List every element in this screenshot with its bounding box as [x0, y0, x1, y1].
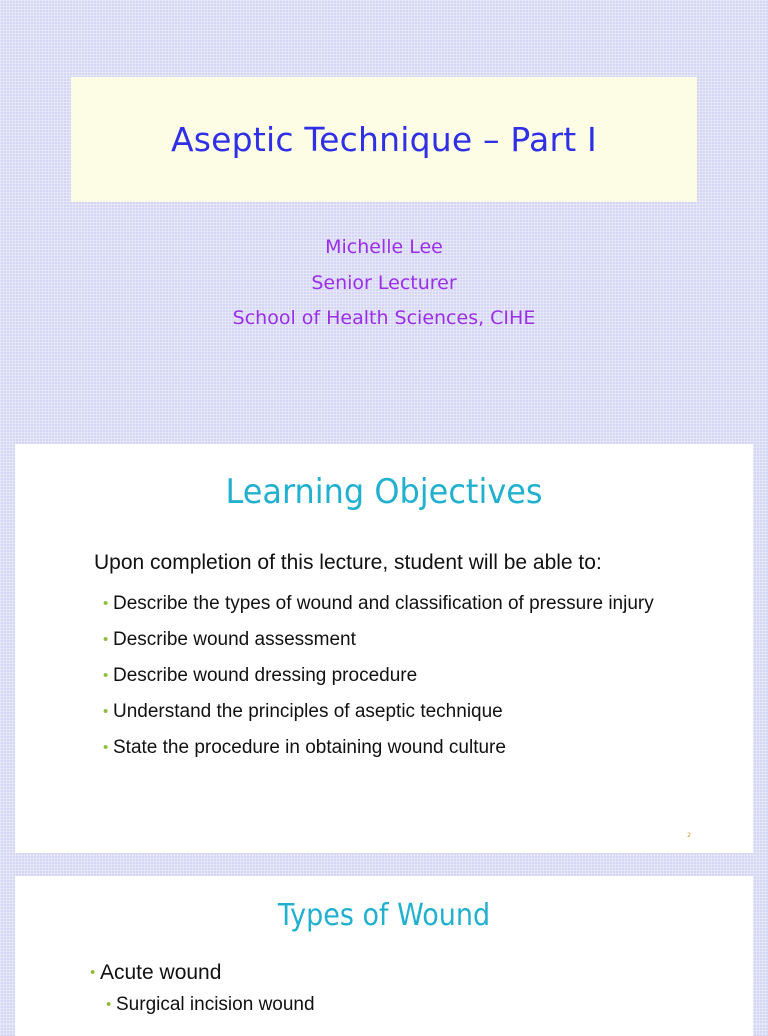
- bullet-icon: •: [103, 631, 109, 648]
- author-role: Senior Lecturer: [311, 271, 457, 294]
- slide-learning-objectives: [15, 444, 753, 853]
- bullet-icon: •: [103, 595, 109, 612]
- slide-heading: Types of Wound: [277, 898, 491, 933]
- page-number: 2: [687, 832, 691, 839]
- list-item: [103, 696, 703, 727]
- author-name: Michelle Lee: [325, 236, 443, 258]
- list-item: [106, 988, 315, 1022]
- list-item: [103, 588, 703, 619]
- bullet-icon: •: [103, 739, 109, 756]
- objective-text: State the procedure in obtaining wound culture: [113, 737, 506, 758]
- slide-intro-text: Upon completion of this lecture, student will be able to:: [94, 551, 602, 574]
- slide-types-of-wound: [15, 876, 753, 1036]
- objective-text: Describe wound assessment: [113, 629, 356, 650]
- author-block: [0, 230, 768, 337]
- objective-text: Describe the types of wound and classification of pressure injury: [113, 593, 654, 614]
- bullet-icon: •: [90, 964, 96, 981]
- objective-text: Describe wound dressing procedure: [113, 665, 418, 686]
- list-item: [90, 958, 315, 988]
- list-item: [103, 732, 703, 763]
- wound-types-list: [90, 958, 315, 1022]
- bullet-icon: •: [103, 703, 109, 720]
- wound-type-text: Acute wound: [100, 961, 222, 984]
- bullet-icon: •: [106, 996, 112, 1013]
- title-box: [71, 77, 697, 202]
- presentation-title: Aseptic Technique – Part I: [171, 120, 597, 159]
- list-item: [103, 624, 703, 655]
- list-item: [103, 660, 703, 691]
- bullet-icon: •: [103, 667, 109, 684]
- author-school: School of Health Sciences, CIHE: [232, 307, 536, 329]
- objectives-list: [103, 588, 703, 768]
- objective-text: Understand the principles of aseptic technique: [113, 701, 503, 722]
- wound-type-text: Surgical incision wound: [116, 994, 315, 1015]
- slide-heading: Learning Objectives: [225, 472, 543, 512]
